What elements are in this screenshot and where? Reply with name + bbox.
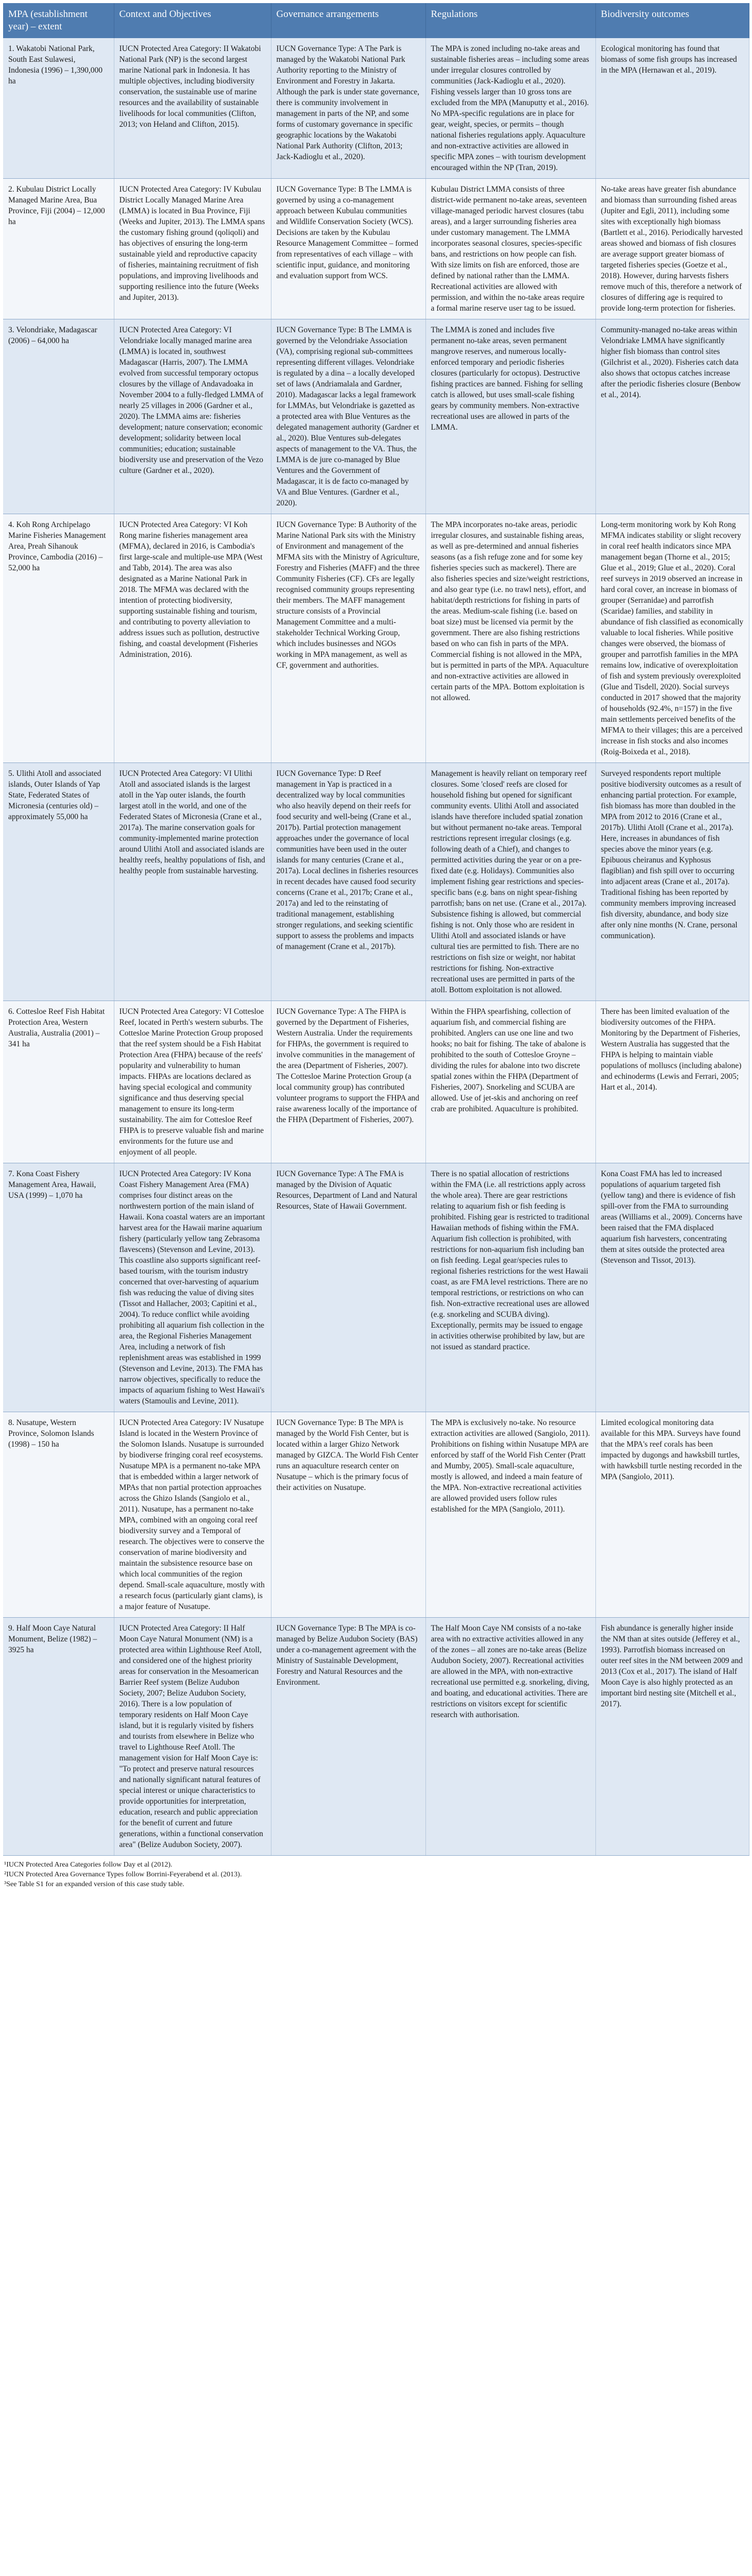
cell-context: IUCN Protected Area Category: II Half Moon Caye Natural Monument (NM) is a protected area within Lighthouse Reef Atoll, and considered one of the highest priority areas for conservation in the Mesoamerican Barrier Reef system (Belize Audubon Society, 2007; Belize Audubon Society, 2016). There is a low population of temporary residents on Half Moon Caye island, but it is regularly visited by fishers and tourists from elsewhere in Belize who travel to Lighthouse Reef Atoll. The management vision for Half Moon Caye is: "To protect and preserve natural resources and nationally significant natural features of special interest or unique characteristics to provide opportunities for interpretation, education, research and public appreciation for the benefit of current and future generations, within a functional conservation area" (Belize Audubon Society, 2007). xyxy=(114,1618,271,1856)
cell-regulations: Management is heavily reliant on temporary reef closures. Some 'closed' reefs are closed for household fishing but opened for significant community events. Ulithi Atoll and associated islands have therefore included spatial zonation but without permanent no-take areas. Temporal restrictions represent irregular closings (e.g. following death of a Chief), and changes to permitted activities during the year or on a pre-fixed date (e.g. Holidays). Communities also implement fishing gear restrictions and species-specific bans (e.g. bans on night spear-fishing parrotfish; bans on net use. (Crane et al., 2017a). Subsistence fishing is allowed, but commercial fishing is not. Only those who are resident in Ulithi Atoll and associated islands or have cultural ties are permitted to fish. There are no restrictions on fish size or weight, nor habitat restrictions for fishing. Non-extractive recreational uses are permitted in parts of the atoll. Bottom exploitation is not allowed. xyxy=(425,763,595,1001)
cell-outcomes: Surveyed respondents report multiple positive biodiversity outcomes as a result of enhancing partial protection. For example, fish biomass has more than doubled in the MPA from 2012 to 2016 (Crane et al., 2017b). Ulithi Atoll (Crane et al., 2017a). Here, increases in abundances of fish species above the minor years (e.g. Epibuous cheiranus and Kyphosus flagiblian) and fish spill over to occurring into adjacent areas (Crane et al., 2017a). Traditional fishing has been reported by community members improving increased fish diversity, abundance, and body size after only nine months (N. Crane, personal communication). xyxy=(595,763,749,1001)
cell-mpa: 4. Koh Rong Archipelago Marine Fisheries Management Area, Preah Sihanouk Province, Cambodia (2016) – 52,000 ha xyxy=(3,514,114,763)
cell-governance: IUCN Governance Type: A The FHPA is governed by the Department of Fisheries, Western Australia. Under the requirements for FHPAs, the government is required to involve communities in the management of the area (Department of Fisheries, 2007). The Cottesloe Marine Protection Group (a local community group) has contributed volunteer programs to support the FHPA and raise awareness locally of the importance of the FHPA (Department of Fisheries, 2007). xyxy=(271,1001,425,1163)
cell-context: IUCN Protected Area Category: IV Kubulau District Locally Managed Marine Area (LMMA) is located in Bua Province, Fiji (Weeks and Jupiter, 2013). The LMMA spans the customary fishing ground (qoliqoli) and has objectives of ensuring the long-term sustainable yield and reproductive capacity of fisheries, maintaining recruitment of fish populations, and improving livelihoods and supporting resilience into the future (Weeks and Jupiter, 2013). xyxy=(114,179,271,319)
footnote: ³See Table S1 for an expanded version of this case study table. xyxy=(4,1880,184,1888)
cell-outcomes: Limited ecological monitoring data available for this MPA. Surveys have found that the MPA's reef corals has been impacted by dugongs and hawksbill turtles, with hawksbill turtle nesting recorded in the MPA (Sangiolo, 2011). xyxy=(595,1412,749,1618)
cell-mpa: 5. Ulithi Atoll and associated islands, Outer Islands of Yap State, Federated States of Micronesia (centuries old) – approximately 55,000 ha xyxy=(3,763,114,1001)
cell-outcomes: Fish abundance is generally higher inside the NM than at sites outside (Jefferey et al., 1993). Parrotfish biomass increased on outer reef sites in the NM between 2009 and 2013 (Cox et al., 2017). The island of Half Moon Caye is also highly protected as an important bird nesting site (Mitchell et al., 2017). xyxy=(595,1618,749,1856)
cell-context: IUCN Protected Area Category: VI Koh Rong marine fisheries management area (MFMA), declared in 2016, is Cambodia's first large-scale and multiple-use MPA (West and Tabb, 2014). The area was also designated as a Marine National Park in 2018. The MFMA was declared with the intention of protecting biodiversity, supporting sustainable fishing and tourism, and contributing to poverty alleviation to address issues such as pollution, destructive fishing, and coastal development (Fisheries Administration, 2016). xyxy=(114,514,271,763)
cell-mpa: 8. Nusatupe, Western Province, Solomon Islands (1998) – 150 ha xyxy=(3,1412,114,1618)
cell-governance: IUCN Governance Type: D Reef management in Yap is practiced in a decentralized way by local communities who also heavily depend on their reefs for food security and well-being (Crane et al., 2017b). Partial protection management approaches under the governance of local communities have been used in the outer islands for many centuries (Crane et al., 2017a). Local declines in fisheries resources in recent decades have caused food security concerns (Crane et al., 2017b; Crane et al., 2017a) and led to the reinstating of traditional management, establishing stronger regulations, and seeking scientific support to assess the problems and impacts of management (Crane et al., 2017b). xyxy=(271,763,425,1001)
cell-outcomes: No-take areas have greater fish abundance and biomass than surrounding fished areas (Jupiter and Egli, 2011), including some sites with exceptionally high biomass (Bartlett et al., 2016). Periodically harvested areas showed and biomass of fish closures are average support greater biomass of targeted fisheries species (Goetze et al., 2018). However, during harvests fishers remove much of this, therefore a network of closures of differing age is required to provide long-term protection for fisheries. xyxy=(595,179,749,319)
footnote: ²IUCN Protected Area Governance Types follow Borrini-Feyerabend et al. (2013). xyxy=(4,1871,242,1878)
table-row xyxy=(3,38,749,179)
cell-mpa: 1. Wakatobi National Park, South East Sulawesi, Indonesia (1996) – 1,390,000 ha xyxy=(3,38,114,179)
cell-outcomes: Community-managed no-take areas within Velondriake LMMA have significantly higher fish biomass than control sites (Gilchrist et al., 2020). Fisheries catch data also shows that octopus catches increase after the periodic fisheries closure (Benbow et al., 2014). xyxy=(595,319,749,514)
cell-outcomes: Kona Coast FMA has led to increased populations of aquarium targeted fish (yellow tang) and there is evidence of fish spill-over from the FMA to surrounding areas (Williams et al., 2009). Concerns have been raised that the FMA displaced aquarium fish harvesters, concentrating them at sites outside the protected area (Stevenson and Tissot, 2013). xyxy=(595,1163,749,1412)
header-context: Context and Objectives xyxy=(114,3,271,38)
cell-mpa: 9. Half Moon Caye Natural Monument, Belize (1982) – 3925 ha xyxy=(3,1618,114,1856)
cell-mpa: 6. Cottesloe Reef Fish Habitat Protection Area, Western Australia, Australia (2001) – 341 ha xyxy=(3,1001,114,1163)
cell-outcomes: There has been limited evaluation of the biodiversity outcomes of the FHPA. Monitoring by the Department of Fisheries, Western Australia has suggested that the FHPA is helping to maintain viable populations of molluscs (including abalone) and echinoderms (Lewis and Ferrari, 2005; Hart et al., 2014). xyxy=(595,1001,749,1163)
cell-governance: IUCN Governance Type: B The MPA is managed by the World Fish Center, but is located within a larger Ghizo Network managed by GIZCA. The World Fish Center runs an aquaculture research center on Nusatupe – which is the primary focus of their activities on Nusatupe. xyxy=(271,1412,425,1618)
table-footnotes xyxy=(3,1860,749,1889)
header-outcomes: Biodiversity outcomes xyxy=(595,3,749,38)
cell-regulations: The Half Moon Caye NM consists of a no-take area with no extractive activities allowed in any of the zones – all zones are no-take areas (Belize Audubon Society, 2007). Recreational activities are allowed in the MPA, with non-extractive recreational use permitted e.g. snorkeling, diving, and boating, and educational activities. There are restrictions on visitors except for scientific research with authorisation. xyxy=(425,1618,595,1856)
cell-governance: IUCN Governance Type: B The LMMA is governed by using a co-management approach between Kubulau communities and Wildlife Conservation Society (WCS). Decisions are taken by the Kubulau Resource Management Committee – formed from representatives of each village – with scientific input, guidance, and monitoring and evaluation support from WCS. xyxy=(271,179,425,319)
cell-mpa: 3. Velondriake, Madagascar (2006) – 64,000 ha xyxy=(3,319,114,514)
table-row xyxy=(3,1001,749,1163)
table-row xyxy=(3,1618,749,1856)
header-mpa: MPA (establishment year) – extent xyxy=(3,3,114,38)
cell-mpa: 7. Kona Coast Fishery Management Area, Hawaii, USA (1999) – 1,070 ha xyxy=(3,1163,114,1412)
table-row xyxy=(3,763,749,1001)
cell-regulations: Within the FHPA spearfishing, collection of aquarium fish, and commercial fishing are prohibited. Anglers can use one line and two hooks; no bait for fishing. The take of abalone is prohibited to the south of Cottesloe Groyne – dividing the rules for abalone into two discrete spatial zones within the FHPA (Department of Fisheries, 2007). Snorkeling and SCUBA are allowed. Use of jet-skis and anchoring on reef crab are prohibited. Aquaculture is prohibited. xyxy=(425,1001,595,1163)
cell-outcomes: Ecological monitoring has found that biomass of some fish groups has increased in the MPA (Hernawan et al., 2019). xyxy=(595,38,749,179)
cell-context: IUCN Protected Area Category: IV Nusatupe Island is located in the Western Province of the Solomon Islands. Nusatupe is surrounded by biodiverse fringing coral reef ecosystems. Nusatupe MPA is a permanent no-take MPA that is embedded within a larger network of MPAs that non partial protection approaches across the Ghizo Islands (Sangiolo et al., 2011). Nusatupe, has a permanent no-take MPA, combined with an ongoing coral reef biodiversity survey and a Temporal of research. The objectives were to conserve the conservation of marine biodiversity and maintain the subsistence resource base on which local communities of the region depend. Small-scale aquaculture, mostly with a research focus (particularly giant clams), is a major feature of Nusatupe. xyxy=(114,1412,271,1618)
cell-regulations: Kubulau District LMMA consists of three district-wide permanent no-take areas, seventeen village-managed periodic harvest closures (tabu areas), and a larger surrounding fisheries area under customary management. The LMMA incorporates seasonal closures, species-specific bans, and restrictions on how people can fish. With size limits on fish are enforced, those are defined by national rather than the LMMA. Recreational activities are allowed with permission, and within the no-take areas require a formal marine reserve user tag to be issued. xyxy=(425,179,595,319)
cell-outcomes: Long-term monitoring work by Koh Rong MFMA indicates stability or slight recovery in coral reef health indicators since MPA management began (Thorne et al., 2015; Glue et al., 2019; Glue et al., 2020). Coral reef surveys in 2019 observed an increase in hard coral cover, an increase in biomass of grouper (Serranidae) and parrotfish (Scaridae) families, and stability in abundance of fish classified as economically valuable to local fisheries. While positive changes were observed, the biomass of grouper and parrotfish families in the MPA remains low, indicative of overexploitation of fish and system previously overexploited (Glue and Tisdell, 2020). Social surveys conducted in 2017 showed that the majority of households (92.4%, n=157) in the five main settlements perceived benefits of the MFMA to their villages; this are a perceived increase in fish stocks and also incomes (Roig-Boixeda et al., 2018). xyxy=(595,514,749,763)
table-row xyxy=(3,1412,749,1618)
cell-regulations: There is no spatial allocation of restrictions within the FMA (i.e. all restrictions apply across the whole area). There are gear restrictions relating to aquarium fish or fish feeding is prohibited. Fishing gear is restricted to traditional Hawaiian methods of fishing within the FMA. Aquarium fish collection is prohibited, with restrictions for non-aquarium fish including ban on fish feeding. Legal gear/species rules to regional fisheries restrictions for the west Hawaii coast, as are FMA level restrictions. There are no temporal restrictions, or restrictions on who can fish. Non-extractive recreational uses are allowed (e.g. snorkeling and SCUBA diving). Exceptionally, permits may be issued to engage in activities otherwise prohibited by law, but are not issued as standard practice. xyxy=(425,1163,595,1412)
table-row xyxy=(3,1163,749,1412)
cell-context: IUCN Protected Area Category: II Wakatobi National Park (NP) is the second largest marine National park in Indonesia. It has multiple objectives, including biodiversity conservation, the sustainable use of marine resources and the availability of sustainable livelihoods for local communities (Clifton, 2013; von Heland and Clifton, 2015). xyxy=(114,38,271,179)
table-row xyxy=(3,514,749,763)
cell-regulations: The MPA is zoned including no-take areas and sustainable fisheries areas – including some areas under irregular closures controlled by communities (Jack-Kadioglu et al., 2020). Fishing vessels larger than 10 gross tons are excluded from the MPA (Manuputty et al., 2016). No MPA-specific regulations are in place for gear, weight, species, or permits – though national fisheries regulations apply. Aquaculture and non-extractive activities are allowed in specific MPA zones – with tourism development encouraged within the NP (Tran, 2019). xyxy=(425,38,595,179)
cell-regulations: The MPA incorporates no-take areas, periodic irregular closures, and sustainable fishing areas, as well as pre-determined and annual fisheries seasons (as a fish refuge zone and for some key fisheries species such as mackerel). There are also fisheries species and size/weight restrictions, and also gear type (i.e. no trawl nets), effort, and habitat/depth restrictions for fishing in parts of the areas. Medium-scale fishing (i.e. based on boat size) must be licensed via permit by the government. There are also fishing restrictions based on who can fish in parts of the MPA. Commercial fishing is not allowed in the MPA, but is permitted in parts of the MPA. Aquaculture and non-extractive activities are allowed in certain parts of the MPA. Bottom exploitation is not allowed. xyxy=(425,514,595,763)
cell-context: IUCN Protected Area Category: VI Ulithi Atoll and associated islands is the largest atoll in the Yap outer islands, the fourth largest atoll in the world, and one of the Federated States of Micronesia (Crane et al., 2017a). The marine conservation goals for community-implemented marine protection around Ulithi Atoll and associated islands are healthy reefs, healthy populations of fish, and healthy people from sustainable harvesting. xyxy=(114,763,271,1001)
cell-governance: IUCN Governance Type: A The FMA is managed by the Division of Aquatic Resources, Department of Land and Natural Resources, State of Hawaii Government. xyxy=(271,1163,425,1412)
cell-context: IUCN Protected Area Category: VI Velondriake locally managed marine area (LMMA) is located in, southwest Madagascar (Harris, 2007). The LMMA evolved from successful temporary octopus closures by the village of Andavadoaka in November 2004 to a fully-fledged LMMA of nearly 25 villages in 2006 (Gardner et al., 2020). The LMMA aims are: fisheries development; nature conservation; economic development; solidarity between local communities; education; sustainable biodiversity use and preservation of the Vezo culture (Gardner et al., 2020). xyxy=(114,319,271,514)
cell-context: IUCN Protected Area Category: VI Cottesloe Reef, located in Perth's western suburbs. The Cottesloe Marine Protection Group proposed that the reef system should be a Fish Habitat Protection Area (FHPA) because of the reefs' popularity and vulnerability to human impacts. FHPAs are locations declared as having special ecological and community significance and thus deserving special management to ensure its long-term sustainability. The aim for Cottesloe Reef FHPA is to preserve valuable fish and marine environments for the future use and enjoyment of all people. xyxy=(114,1001,271,1163)
cell-governance: IUCN Governance Type: A The Park is managed by the Wakatobi National Park Authority reporting to the Ministry of Environment and Forestry in Jakarta. Although the park is under state governance, there is community involvement in management in parts of the NP, and some forms of customary governance in specific geographic locations by the Wakatobi National Park Authority (Clifton, 2013; Jack-Kadioglu et al., 2020). xyxy=(271,38,425,179)
footnote: ¹IUCN Protected Area Categories follow Day et al (2012). xyxy=(4,1861,173,1869)
cell-governance: IUCN Governance Type: B The LMMA is governed by the Velondriake Association (VA), comprising regional sub-committees representing different villages. Velondriake is regulated by a dina – a locally developed set of laws (Andriamalala and Gardner, 2010). Madagascar lacks a legal framework for LMMAs, but Velondriake is gazetted as a protected area with Blue Ventures as the delegated management authority (Gardner et al., 2020). Blue Ventures sub-delegates aspects of management to the VA. Thus, the LMMA is de jure co-managed by Blue Ventures and the Government of Madagascar, it is de facto co-managed by VA and Blue Ventures. (Gardner et al., 2020). xyxy=(271,319,425,514)
header-regulations: Regulations xyxy=(425,3,595,38)
cell-governance: IUCN Governance Type: B The MPA is co-managed by Belize Audubon Society (BAS) under a co-management agreement with the Ministry of Sustainable Development, Forestry and Natural Resources and the Environment. xyxy=(271,1618,425,1856)
table-row xyxy=(3,179,749,319)
cell-regulations: The LMMA is zoned and includes five permanent no-take areas, seven permanent mangrove reserves, and numerous locally-enforced temporary and periodic fisheries closures (particularly for octopus). Destructive fishing practices are banned. Fishing for selling catch is allowed, but uses small-scale fishing gears by community members. Non-extractive recreational uses are allowed in parts of the LMMA. xyxy=(425,319,595,514)
cell-mpa: 2. Kubulau District Locally Managed Marine Area, Bua Province, Fiji (2004) – 12,000 ha xyxy=(3,179,114,319)
table-header-row xyxy=(3,3,749,38)
cell-regulations: The MPA is exclusively no-take. No resource extraction activities are allowed (Sangiolo, 2011). Prohibitions on fishing within Nusatupe MPA are enforced by staff of the World Fish Center (Pratt and Mumby, 2005). Small-scale aquaculture, mostly is allowed, and indeed a main feature of the MPA. Non-extractive recreational activities are allowed provided users follow rules established for the MPA (Sangiolo, 2011). xyxy=(425,1412,595,1618)
mpa-case-study-table xyxy=(3,3,749,1856)
cell-context: IUCN Protected Area Category: IV Kona Coast Fishery Management Area (FMA) comprises four distinct areas on the northwestern portion of the main island of Hawaii. Kona coastal waters are an important harvest area for the Hawaii marine aquarium fishery (particularly yellow tang Zebrasoma flavescens) (Stevenson and Levine, 2013). This coastline also supports significant reef-based tourism, with the tourism industry concerned that over-harvesting of aquarium fish was reducing the value of diving sites (Tissot and Hallacher, 2003; Capitini et al., 2004). To reduce conflict while avoiding prohibiting all aquarium fish collection in the area, the Regional Fisheries Management Area, including a network of fish replenishment areas was established in 1999 (Stevenson and Levine, 2013). The FMA has narrow objectives, specifically to reduce the impacts of aquarium fishing to West Hawaii's waters (Stamoulis and Levine, 2011). xyxy=(114,1163,271,1412)
cell-governance: IUCN Governance Type: B Authority of the Marine National Park sits with the Ministry of Environment and management of the MFMA sits with the Ministry of Agriculture, Forestry and Fisheries (MAFF) and the three Community Fisheries (CF). CFs are legally recognised community groups representing their members. The MAFF management structure consists of a Provincial Management Committee and a multi-stakeholder Technical Working Group, which includes businesses and NGOs working in MPA management, as well as CF, government and authorities. xyxy=(271,514,425,763)
table-row xyxy=(3,319,749,514)
header-governance: Governance arrangements xyxy=(271,3,425,38)
